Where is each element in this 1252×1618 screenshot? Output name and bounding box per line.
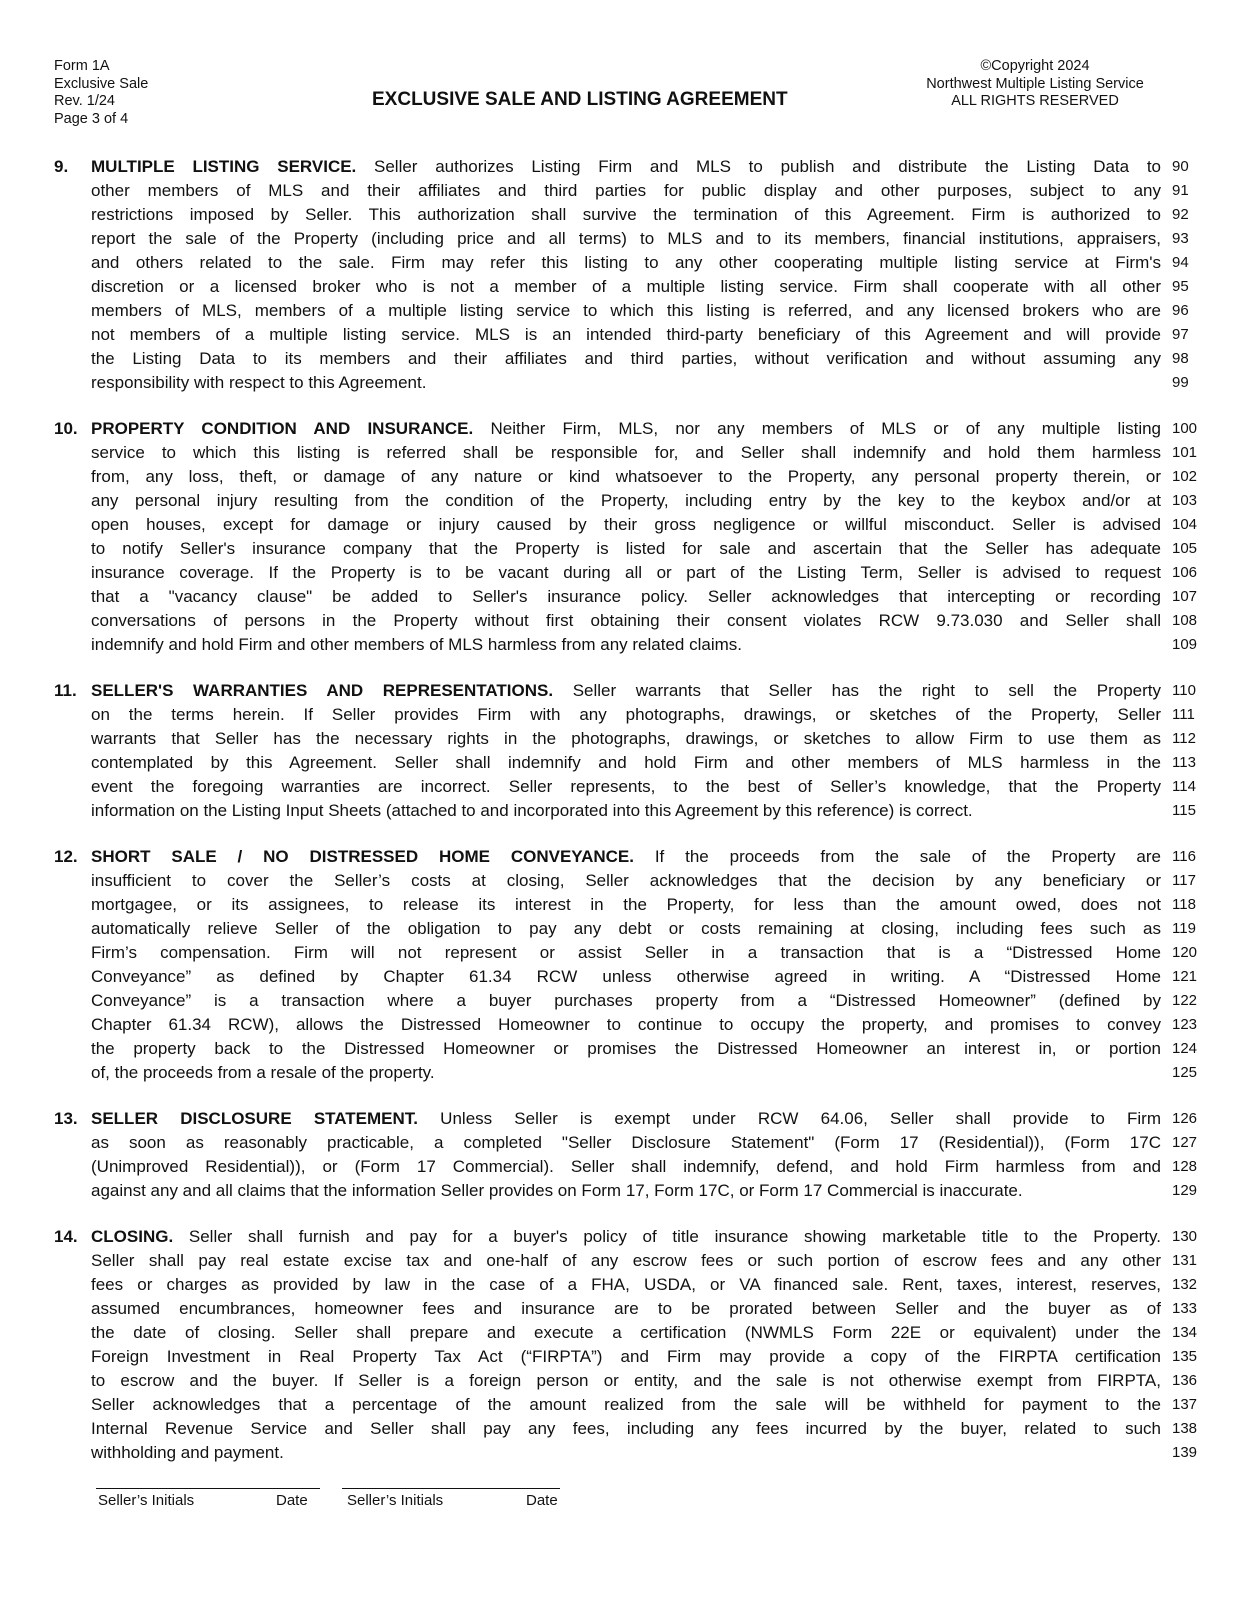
text-line xyxy=(54,1345,1198,1369)
line-number: 138 xyxy=(1172,1420,1198,1437)
line-number: 134 xyxy=(1172,1324,1198,1341)
line-text: report the sale of the Property (including price and all terms) to MLS and to its members, financial institutions, appraisers, xyxy=(91,229,1161,248)
line-text: on the terms herein. If Seller provides Firm with any photographs, drawings, or sketches of the Property, Seller xyxy=(91,705,1161,724)
section-heading: CLOSING. xyxy=(91,1227,174,1246)
line-text: of, the proceeds from a resale of the property. xyxy=(91,1063,435,1082)
line-text: event the foregoing warranties are incorrect. Seller represents, to the best of Seller’s knowledge, that the Property xyxy=(91,777,1161,796)
line-text xyxy=(91,845,1161,869)
line-number: 127 xyxy=(1172,1134,1198,1151)
line-text: open houses, except for damage or injury caused by their gross negligence or willful misconduct. Seller is advised xyxy=(91,515,1161,534)
text-line xyxy=(54,1441,1198,1465)
page-number: Page 3 of 4 xyxy=(54,110,129,127)
line-number: 92 xyxy=(1172,206,1189,223)
line-text: and others related to the sale. Firm may refer this listing to any other cooperating multiple listing service at Firm's xyxy=(91,253,1161,272)
line-number: 111 xyxy=(1172,706,1195,723)
line-number: 121 xyxy=(1172,968,1198,985)
organization: Northwest Multiple Listing Service xyxy=(926,75,1144,92)
section-number: 14. xyxy=(54,1227,78,1246)
text-line xyxy=(54,251,1194,275)
line-number: 129 xyxy=(1172,1182,1198,1199)
line-text: against any and all claims that the information Seller provides on Form 17, Form 17C, or Form 17 Commercial is inaccurate. xyxy=(91,1181,1023,1200)
line-number: 126 xyxy=(1172,1110,1198,1127)
text-line xyxy=(54,417,1198,441)
text-line xyxy=(54,489,1198,513)
text-line xyxy=(54,799,1194,823)
text-line xyxy=(54,203,1194,227)
text-line xyxy=(54,1107,1198,1131)
text-line xyxy=(54,679,1194,703)
text-line xyxy=(54,1273,1198,1297)
line-number: 116 xyxy=(1172,848,1196,865)
line-text: discretion or a licensed broker who is not a member of a multiple listing service. Firm shall cooperate with all other xyxy=(91,277,1161,296)
text-line xyxy=(54,1369,1198,1393)
line-number: 132 xyxy=(1172,1276,1198,1293)
line-number: 114 xyxy=(1172,778,1196,795)
line-text: the date of closing. Seller shall prepare and execute a certification (NWMLS Form 22E or equivalent) under the xyxy=(91,1323,1161,1342)
line-text: responsibility with respect to this Agreement. xyxy=(91,373,427,392)
text-line xyxy=(54,1155,1198,1179)
text-line xyxy=(54,1013,1198,1037)
line-number: 101 xyxy=(1172,444,1198,461)
line-text: information on the Listing Input Sheets (attached to and incorporated into this Agreement by this reference) is correct. xyxy=(91,801,973,820)
document-title: EXCLUSIVE SALE AND LISTING AGREEMENT xyxy=(372,89,788,110)
line-number: 94 xyxy=(1172,254,1189,271)
text-line xyxy=(54,775,1194,799)
copyright-block xyxy=(900,58,1170,111)
line-number: 136 xyxy=(1172,1372,1198,1389)
line-text: automatically relieve Seller of the obligation to pay any debt or costs remaining at closing, including fees such as xyxy=(91,919,1161,938)
form-revision: Rev. 1/24 xyxy=(54,93,115,109)
line-text xyxy=(91,679,1161,703)
line-text xyxy=(91,155,1161,179)
line-number: 117 xyxy=(1172,872,1196,889)
line-number: 108 xyxy=(1172,612,1198,629)
text-line xyxy=(54,371,1194,395)
line-text: (Unimproved Residential)), or (Form 17 Commercial). Seller shall indemnify, defend, and hold Firm harmless from and xyxy=(91,1157,1161,1176)
text-line xyxy=(54,275,1194,299)
date-label-1: Date xyxy=(276,1492,308,1509)
line-text: from, any loss, theft, or damage of any nature or kind whatsoever to the Property, any personal property therein, or xyxy=(91,467,1161,486)
text-line xyxy=(54,441,1198,465)
line-content: Unless Seller is exempt under RCW 64.06, Seller shall provide to Firm xyxy=(418,1109,1161,1128)
form-number: Form 1A xyxy=(54,58,110,74)
line-number: 131 xyxy=(1172,1252,1198,1269)
text-line xyxy=(54,845,1194,869)
text-line xyxy=(54,1321,1198,1345)
line-number: 109 xyxy=(1172,636,1198,653)
initials-line-1[interactable] xyxy=(96,1488,320,1489)
line-text: insurance coverage. If the Property is to be vacant during all or part of the Listing Term, Seller is advised to request xyxy=(91,563,1161,582)
section-number: 9. xyxy=(54,157,69,176)
line-number: 119 xyxy=(1172,920,1196,937)
section-number: 12. xyxy=(54,847,78,866)
line-number: 139 xyxy=(1172,1444,1198,1461)
text-line xyxy=(54,893,1194,917)
line-text: the property back to the Distressed Homeowner or promises the Distressed Homeowner an interest in, or portion xyxy=(91,1039,1161,1058)
line-text: Conveyance” as defined by Chapter 61.34 RCW unless otherwise agreed in writing. A “Distressed Home xyxy=(91,967,1161,986)
line-text: members of MLS, members of a multiple listing service to which this listing is referred, and any licensed brokers who are xyxy=(91,301,1161,320)
text-line xyxy=(54,513,1198,537)
line-text: warrants that Seller has the necessary rights in the photographs, drawings, or sketches to allow Firm to use them as xyxy=(91,729,1161,748)
form-type: Exclusive Sale xyxy=(54,75,149,92)
line-number: 133 xyxy=(1172,1300,1198,1317)
line-text xyxy=(91,1107,1161,1131)
line-text: Conveyance” is a transaction where a buyer purchases property from a “Distressed Homeowner” (defined by xyxy=(91,991,1161,1010)
line-number: 105 xyxy=(1172,540,1198,557)
line-text: Firm’s compensation. Firm will not represent or assist Seller in a transaction that is a “Distressed Home xyxy=(91,943,1161,962)
text-line xyxy=(54,633,1198,657)
line-number: 98 xyxy=(1172,350,1189,367)
line-text: conversations of persons in the Property without first obtaining their consent violates RCW 9.73.030 and Seller shall xyxy=(91,611,1161,630)
line-number: 125 xyxy=(1172,1064,1198,1081)
line-text: contemplated by this Agreement. Seller shall indemnify and hold Firm and other members of MLS harmless in the xyxy=(91,753,1161,772)
section-heading: SHORT SALE / NO DISTRESSED HOME CONVEYANCE. xyxy=(91,847,634,866)
line-number: 135 xyxy=(1172,1348,1198,1365)
line-number: 93 xyxy=(1172,230,1189,247)
line-number: 124 xyxy=(1172,1040,1198,1057)
line-text: fees or charges as provided by law in the case of a FHA, USDA, or VA financed sale. Rent, taxes, interest, reserves, xyxy=(91,1275,1161,1294)
text-line xyxy=(54,989,1198,1013)
line-number: 123 xyxy=(1172,1016,1198,1033)
text-line xyxy=(54,155,1194,179)
line-text: not members of a multiple listing service. MLS is an intended third-party beneficiary of this Agreement and will provide xyxy=(91,325,1161,344)
section-11 xyxy=(54,679,1194,823)
section-9 xyxy=(54,155,1194,395)
form-info xyxy=(54,58,148,128)
section-14 xyxy=(54,1225,1198,1465)
text-line xyxy=(54,347,1194,371)
section-10 xyxy=(54,417,1198,657)
line-number: 99 xyxy=(1172,374,1189,391)
text-line xyxy=(54,561,1198,585)
line-text: insufficient to cover the Seller’s costs at closing, Seller acknowledges that the decision by any beneficiary or xyxy=(91,871,1161,890)
line-number: 115 xyxy=(1172,802,1196,819)
line-number: 110 xyxy=(1172,682,1196,699)
text-line xyxy=(54,1417,1198,1441)
line-number: 103 xyxy=(1172,492,1198,509)
text-line xyxy=(54,1225,1198,1249)
line-text: any personal injury resulting from the condition of the Property, including entry by the key to the keybox and/or at xyxy=(91,491,1161,510)
line-number: 122 xyxy=(1172,992,1198,1009)
text-line xyxy=(54,609,1198,633)
line-text: indemnify and hold Firm and other members of MLS harmless from any related claims. xyxy=(91,635,742,654)
line-text xyxy=(91,417,1161,441)
line-content: Seller authorizes Listing Firm and MLS to publish and distribute the Listing Data to xyxy=(356,157,1161,176)
line-number: 130 xyxy=(1172,1228,1198,1245)
text-line xyxy=(54,1297,1198,1321)
initials-line-2[interactable] xyxy=(342,1488,560,1489)
section-heading: PROPERTY CONDITION AND INSURANCE. xyxy=(91,419,474,438)
section-number: 10. xyxy=(54,419,78,438)
line-text: withholding and payment. xyxy=(91,1443,284,1462)
text-line xyxy=(54,323,1194,347)
text-line xyxy=(54,1037,1198,1061)
line-text: other members of MLS and their affiliates and third parties for public display and other purposes, subject to any xyxy=(91,181,1161,200)
copyright: ©Copyright 2024 xyxy=(980,58,1090,74)
line-text: restrictions imposed by Seller. This authorization shall survive the termination of this Agreement. Firm is authorized to xyxy=(91,205,1161,224)
rights-notice: ALL RIGHTS RESERVED xyxy=(951,93,1119,109)
text-line xyxy=(54,227,1194,251)
text-line xyxy=(54,1131,1198,1155)
text-line xyxy=(54,703,1194,727)
line-text: assumed encumbrances, homeowner fees and insurance are to be prorated between Seller and the buyer as of xyxy=(91,1299,1161,1318)
text-line xyxy=(54,465,1198,489)
section-12 xyxy=(54,845,1198,1085)
line-text: Seller acknowledges that a percentage of the amount realized from the sale will be withheld for payment to the xyxy=(91,1395,1161,1414)
agreement-body xyxy=(54,155,1198,1487)
line-number: 97 xyxy=(1172,326,1189,343)
line-content: If the proceeds from the sale of the Property are xyxy=(633,847,1161,866)
section-number: 13. xyxy=(54,1109,78,1128)
line-text: that a "vacancy clause" be added to Seller's insurance policy. Seller acknowledges that intercepting or recording xyxy=(91,587,1161,606)
section-heading: SELLER DISCLOSURE STATEMENT. xyxy=(91,1109,419,1128)
text-line xyxy=(54,751,1194,775)
line-text: Chapter 61.34 RCW), allows the Distressed Homeowner to continue to occupy the property, and promises to convey xyxy=(91,1015,1161,1034)
line-text xyxy=(91,1225,1161,1249)
line-number: 104 xyxy=(1172,516,1198,533)
initials-label-1: Seller’s Initials xyxy=(98,1492,195,1509)
line-number: 95 xyxy=(1172,278,1189,295)
text-line xyxy=(54,299,1194,323)
text-line xyxy=(54,585,1198,609)
line-number: 91 xyxy=(1172,182,1189,199)
date-label-2: Date xyxy=(526,1492,558,1509)
line-content: Seller warrants that Seller has the right to sell the Property xyxy=(553,681,1161,700)
line-text: to notify Seller's insurance company that the Property is listed for sale and ascertain that the Seller has adequate xyxy=(91,539,1161,558)
section-heading: SELLER'S WARRANTIES AND REPRESENTATIONS. xyxy=(91,681,554,700)
text-line xyxy=(54,965,1198,989)
line-number: 107 xyxy=(1172,588,1198,605)
text-line xyxy=(54,1179,1198,1203)
line-number: 137 xyxy=(1172,1396,1198,1413)
text-line xyxy=(54,1061,1198,1085)
text-line xyxy=(54,1249,1198,1273)
text-line xyxy=(54,179,1194,203)
line-number: 102 xyxy=(1172,468,1198,485)
line-number: 90 xyxy=(1172,158,1189,175)
text-line xyxy=(54,1393,1198,1417)
line-text: to escrow and the buyer. If Seller is a foreign person or entity, and the sale is not otherwise exempt from FIRPTA, xyxy=(91,1371,1161,1390)
line-content: Neither Firm, MLS, nor any members of MLS or of any multiple listing xyxy=(473,419,1162,438)
text-line xyxy=(54,941,1198,965)
line-number: 112 xyxy=(1172,730,1196,747)
text-line xyxy=(54,917,1194,941)
text-line xyxy=(54,537,1198,561)
text-line xyxy=(54,869,1194,893)
section-number: 11. xyxy=(54,681,77,700)
line-number: 106 xyxy=(1172,564,1198,581)
line-number: 128 xyxy=(1172,1158,1198,1175)
line-number: 100 xyxy=(1172,420,1198,437)
line-text: Seller shall pay real estate excise tax and one-half of any escrow fees or such portion of escrow fees and any other xyxy=(91,1251,1161,1270)
text-line xyxy=(54,727,1194,751)
line-text: mortgagee, or its assignees, to release its interest in the Property, for less than the amount owed, does not xyxy=(91,895,1161,914)
line-text: service to which this listing is referred shall be responsible for, and Seller shall indemnify and hold them harmless xyxy=(91,443,1161,462)
line-number: 96 xyxy=(1172,302,1189,319)
line-number: 113 xyxy=(1172,754,1196,771)
line-content: Seller shall furnish and pay for a buyer's policy of title insurance showing marketable title to the Property. xyxy=(173,1227,1161,1246)
section-13 xyxy=(54,1107,1198,1203)
line-text: Foreign Investment in Real Property Tax Act (“FIRPTA”) and Firm may provide a copy of the FIRPTA certification xyxy=(91,1347,1161,1366)
line-number: 120 xyxy=(1172,944,1198,961)
line-text: as soon as reasonably practicable, a completed "Seller Disclosure Statement" (Form 17 (Residential)), (Form 17C xyxy=(91,1133,1161,1152)
line-text: the Listing Data to its members and their affiliates and third parties, without verification and without assuming any xyxy=(91,349,1161,368)
line-text: Internal Revenue Service and Seller shall pay any fees, including any fees incurred by the buyer, related to such xyxy=(91,1419,1161,1438)
section-heading: MULTIPLE LISTING SERVICE. xyxy=(91,157,357,176)
line-number: 118 xyxy=(1172,896,1196,913)
initials-label-2: Seller’s Initials xyxy=(347,1492,444,1509)
